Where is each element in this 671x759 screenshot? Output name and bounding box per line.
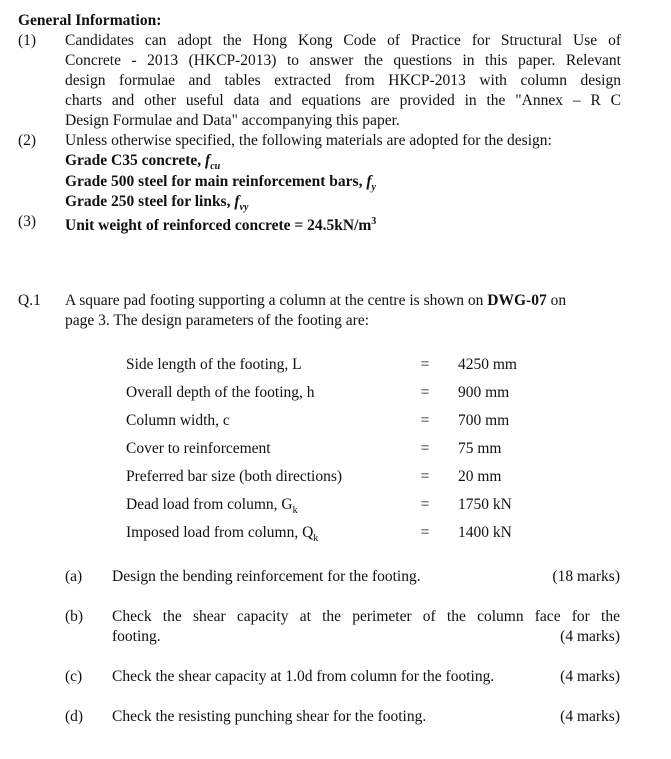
item-2-intro: Unless otherwise specified, the following materials are adopted for the design: (65, 132, 552, 149)
item-3-number: (3) (18, 213, 37, 230)
material-concrete-symbol: f (205, 152, 211, 169)
part-c-label: (c) (65, 668, 83, 685)
material-link-steel-text: Grade 250 steel for links, (65, 193, 235, 210)
part-d-text: Check the resisting punching shear for the footing. (112, 708, 427, 725)
param-label: Side length of the footing, L (126, 356, 302, 373)
param-value: 700 mm (458, 412, 510, 429)
part-a-label: (a) (65, 568, 83, 585)
unit-weight-text: Unit weight of reinforced concrete = 24.5kN/m (65, 217, 372, 235)
part-c-text: Check the shear capacity at 1.0d from column for the footing. (112, 668, 495, 685)
question-line-1-end: on (546, 292, 567, 309)
item-1-line-1: Candidates can adopt the Hong Kong Code of Practice for Structural Use of (65, 32, 621, 49)
param-label-text: Dead load from column, G (126, 496, 293, 513)
part-b-label: (b) (65, 608, 84, 625)
material-main-steel-symbol: f (366, 173, 372, 190)
item-1-line-4: charts and other useful data and equations are provided in the "Annex – R C (65, 92, 621, 109)
param-equals: = (420, 384, 430, 401)
drawing-reference: DWG-07 (487, 292, 547, 309)
param-value: 75 mm (458, 440, 502, 457)
question-number: Q.1 (18, 292, 41, 309)
part-b-line-2: footing. (112, 628, 161, 645)
param-value: 4250 mm (458, 356, 517, 373)
part-d-marks: (4 marks) (560, 708, 620, 725)
general-heading: General Information: (18, 12, 162, 29)
item-3-text (65, 212, 376, 236)
param-subscript: k (292, 505, 298, 517)
material-concrete-subscript: cu (210, 161, 221, 173)
part-a-marks: (18 marks) (552, 568, 620, 585)
material-link-steel-symbol: f (234, 193, 240, 210)
param-label (126, 523, 318, 549)
unit-weight-superscript: 3 (371, 216, 377, 227)
item-2-number: (2) (18, 132, 37, 149)
param-value: 20 mm (458, 468, 502, 485)
param-label: Preferred bar size (both directions) (126, 468, 343, 485)
param-label: Cover to reinforcement (126, 440, 271, 457)
material-main-steel-text: Grade 500 steel for main reinforcement bars, (65, 173, 367, 190)
param-label-text: Imposed load from column, Q (126, 524, 314, 541)
item-1-number: (1) (18, 32, 37, 49)
param-label (126, 495, 298, 521)
param-label: Overall depth of the footing, h (126, 384, 315, 401)
material-main-steel-subscript: y (371, 182, 376, 194)
part-d-label: (d) (65, 708, 84, 725)
item-1-line-2: Concrete - 2013 (HKCP-2013) to answer the questions in this paper. Relevant (65, 52, 621, 69)
param-equals: = (420, 468, 430, 485)
question-line-1-start: A square pad footing supporting a column at the centre is shown on (65, 292, 488, 309)
item-1-line-5: Design Formulae and Data" accompanying this paper. (65, 112, 400, 129)
item-1-line-3: design formulae and tables extracted from HKCP-2013 with column design (65, 72, 621, 89)
param-value: 900 mm (458, 384, 510, 401)
param-equals: = (420, 524, 430, 541)
material-link-steel-subscript: vy (239, 202, 249, 214)
material-concrete-text: Grade C35 concrete, (65, 152, 206, 169)
part-b-marks: (4 marks) (560, 628, 620, 645)
question-line-1 (65, 291, 566, 311)
part-a-text: Design the bending reinforcement for the footing. (112, 568, 421, 585)
param-equals: = (420, 412, 430, 429)
param-equals: = (420, 496, 430, 513)
param-value: 1400 kN (458, 524, 512, 541)
param-equals: = (420, 356, 430, 373)
question-line-2: page 3. The design parameters of the footing are: (65, 312, 370, 329)
param-value: 1750 kN (458, 496, 512, 513)
part-c-marks: (4 marks) (560, 668, 620, 685)
param-subscript: k (313, 533, 319, 545)
param-label: Column width, c (126, 412, 230, 429)
param-equals: = (420, 440, 430, 457)
part-b-line-1: Check the shear capacity at the perimeter of the column face for the (112, 608, 620, 625)
